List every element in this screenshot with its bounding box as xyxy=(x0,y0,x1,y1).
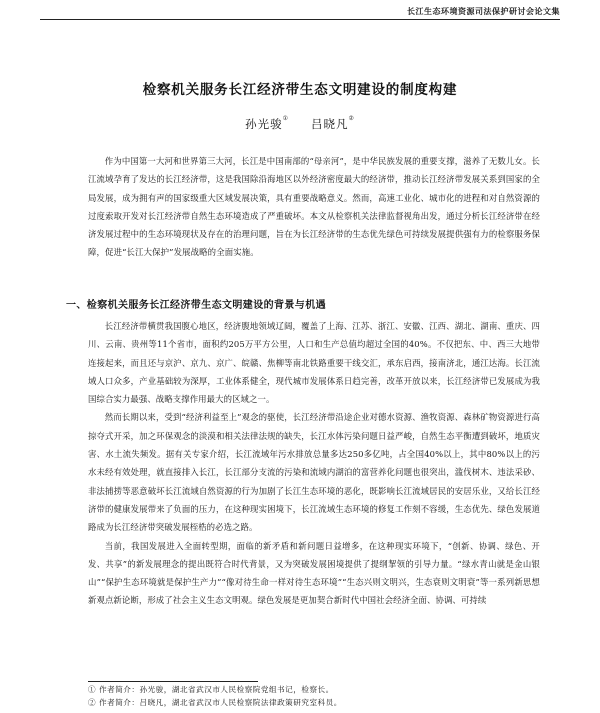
author-name: 吕晓凡 xyxy=(311,117,349,131)
paper-title: 检察机关服务长江经济带生态文明建设的制度构建 xyxy=(142,82,458,98)
running-head: 长江生态环境资源司法保护研讨会论文集 xyxy=(407,6,560,16)
author-name: 孙光骏 xyxy=(245,117,283,131)
body-text xyxy=(88,317,540,610)
footnote: ② 作者简介：吕晓凡，湖北省武汉市人民检察院法律政策研究室科员。 xyxy=(88,698,342,707)
body-paragraph: 然而长期以来，受到“经济利益至上”观念的驱使，长江经济带沿途企业对德水资源、渔牧资源、森林矿物资源进行高掠夺式开采，加之环保观念的淡漠和相关法律法规的缺失，长江水体污染问题日益严峻，自然生态平衡遭到破坏，地质灾害、水土流失频发。据有关专家介绍，长江流域年污水排放总量多达250多亿吨，占全国40%以上，其中80%以上的污水未经有效处理，就直接排入长江，长江部分支流的污染和流域内湖泊的富营养化问题也很突出，滥伐树木、违法采砂、非法捕捞等恶意破坏长江流域自然资源的行为加剧了长江生态环境的恶化，既影响长江流域居民的安居乐业，又给长江经济带的健康发展带来了负面的压力，在这种现实困境下，长江流域生态环境的修复工作刻不容缓，生态优先、绿色发展道路成为长江经济带突破发展桎梏的必选之路。 xyxy=(88,412,540,533)
header-rule xyxy=(40,19,560,20)
author-footnote-marker: ② xyxy=(348,115,355,123)
section-heading: 一、检察机关服务长江经济带生态文明建设的背景与机遇 xyxy=(66,300,326,311)
body-paragraph: 长江经济带横贯我国腹心地区，经济腹地领域辽阔，覆盖了上海、江苏、浙江、安徽、江西、湖北、湖南、重庆、四川、云南、贵州等11个省市，面积约205万平方公里，人口和生产总值均超过全国的40%。不仅把东、中、西三大地带连接起来，而且还与京沪、京九、京广、皖赣、焦柳等南北铁路重要干线交汇，承东启西，接南济北，通江达海。长江流域人口众多，产业基础较为深厚，工业体系健全，现代城市发展体系日趋完善，改革开放以来，长江经济带已发展成为我国综合实力最强、战略支撑作用最大的区域之一。 xyxy=(88,321,540,405)
footnote: ① 作者简介：孙光骏，湖北省武汉市人民检察院党组书记，检察长。 xyxy=(88,685,334,694)
author-line xyxy=(0,116,600,132)
body-paragraph: 当前，我国发展进入全面转型期，面临的新矛盾和新问题日益增多，在这种现实环境下，“创新、协调、绿色、开发、共享”的新发展理念的提出既符合时代背景，又为突破发展困境提供了提纲挈领的引导力量。“绿水青山就是金山银山”“保护生态环境就是保护生产力”“像对待生命一样对待生态环境”“生态兴则文明兴，生态衰则文明衰”等一系列新思想新观点新论断，形成了社会主义生态文明观。绿色发展是更加契合新时代中国社会经济全面、协调、可持续 xyxy=(88,540,540,606)
footnotes xyxy=(88,683,540,709)
abstract-paragraph: 作为中国第一大河和世界第三大河，长江是中国南部的“母亲河”，是中华民族发展的重要支撑，滋养了无数儿女。长江流域孕育了发达的长江经济带，这是我国除沿海地区以外经济密度最大的经济带，推动长江经济带发展关系到国家的全局发展，成为拥有声的国家级重大区域发展决策，具有重要战略意义。然而，高速工业化、城市化的进程和对自然资源的过度索取开发对长江经济带自然生态环境造成了严重破坏。本文从检察机关法律监督视角出发，通过分析长江经济带在经济发展过程中的生态环境现状及存在的治理问题，旨在为长江经济带的生态优先绿色可持续发展提供强有力的检察服务保障，促进“长江大保护”发展战略的全面实施。 xyxy=(88,156,540,258)
footnote-rule xyxy=(88,681,258,682)
author-footnote-marker: ① xyxy=(282,115,289,123)
